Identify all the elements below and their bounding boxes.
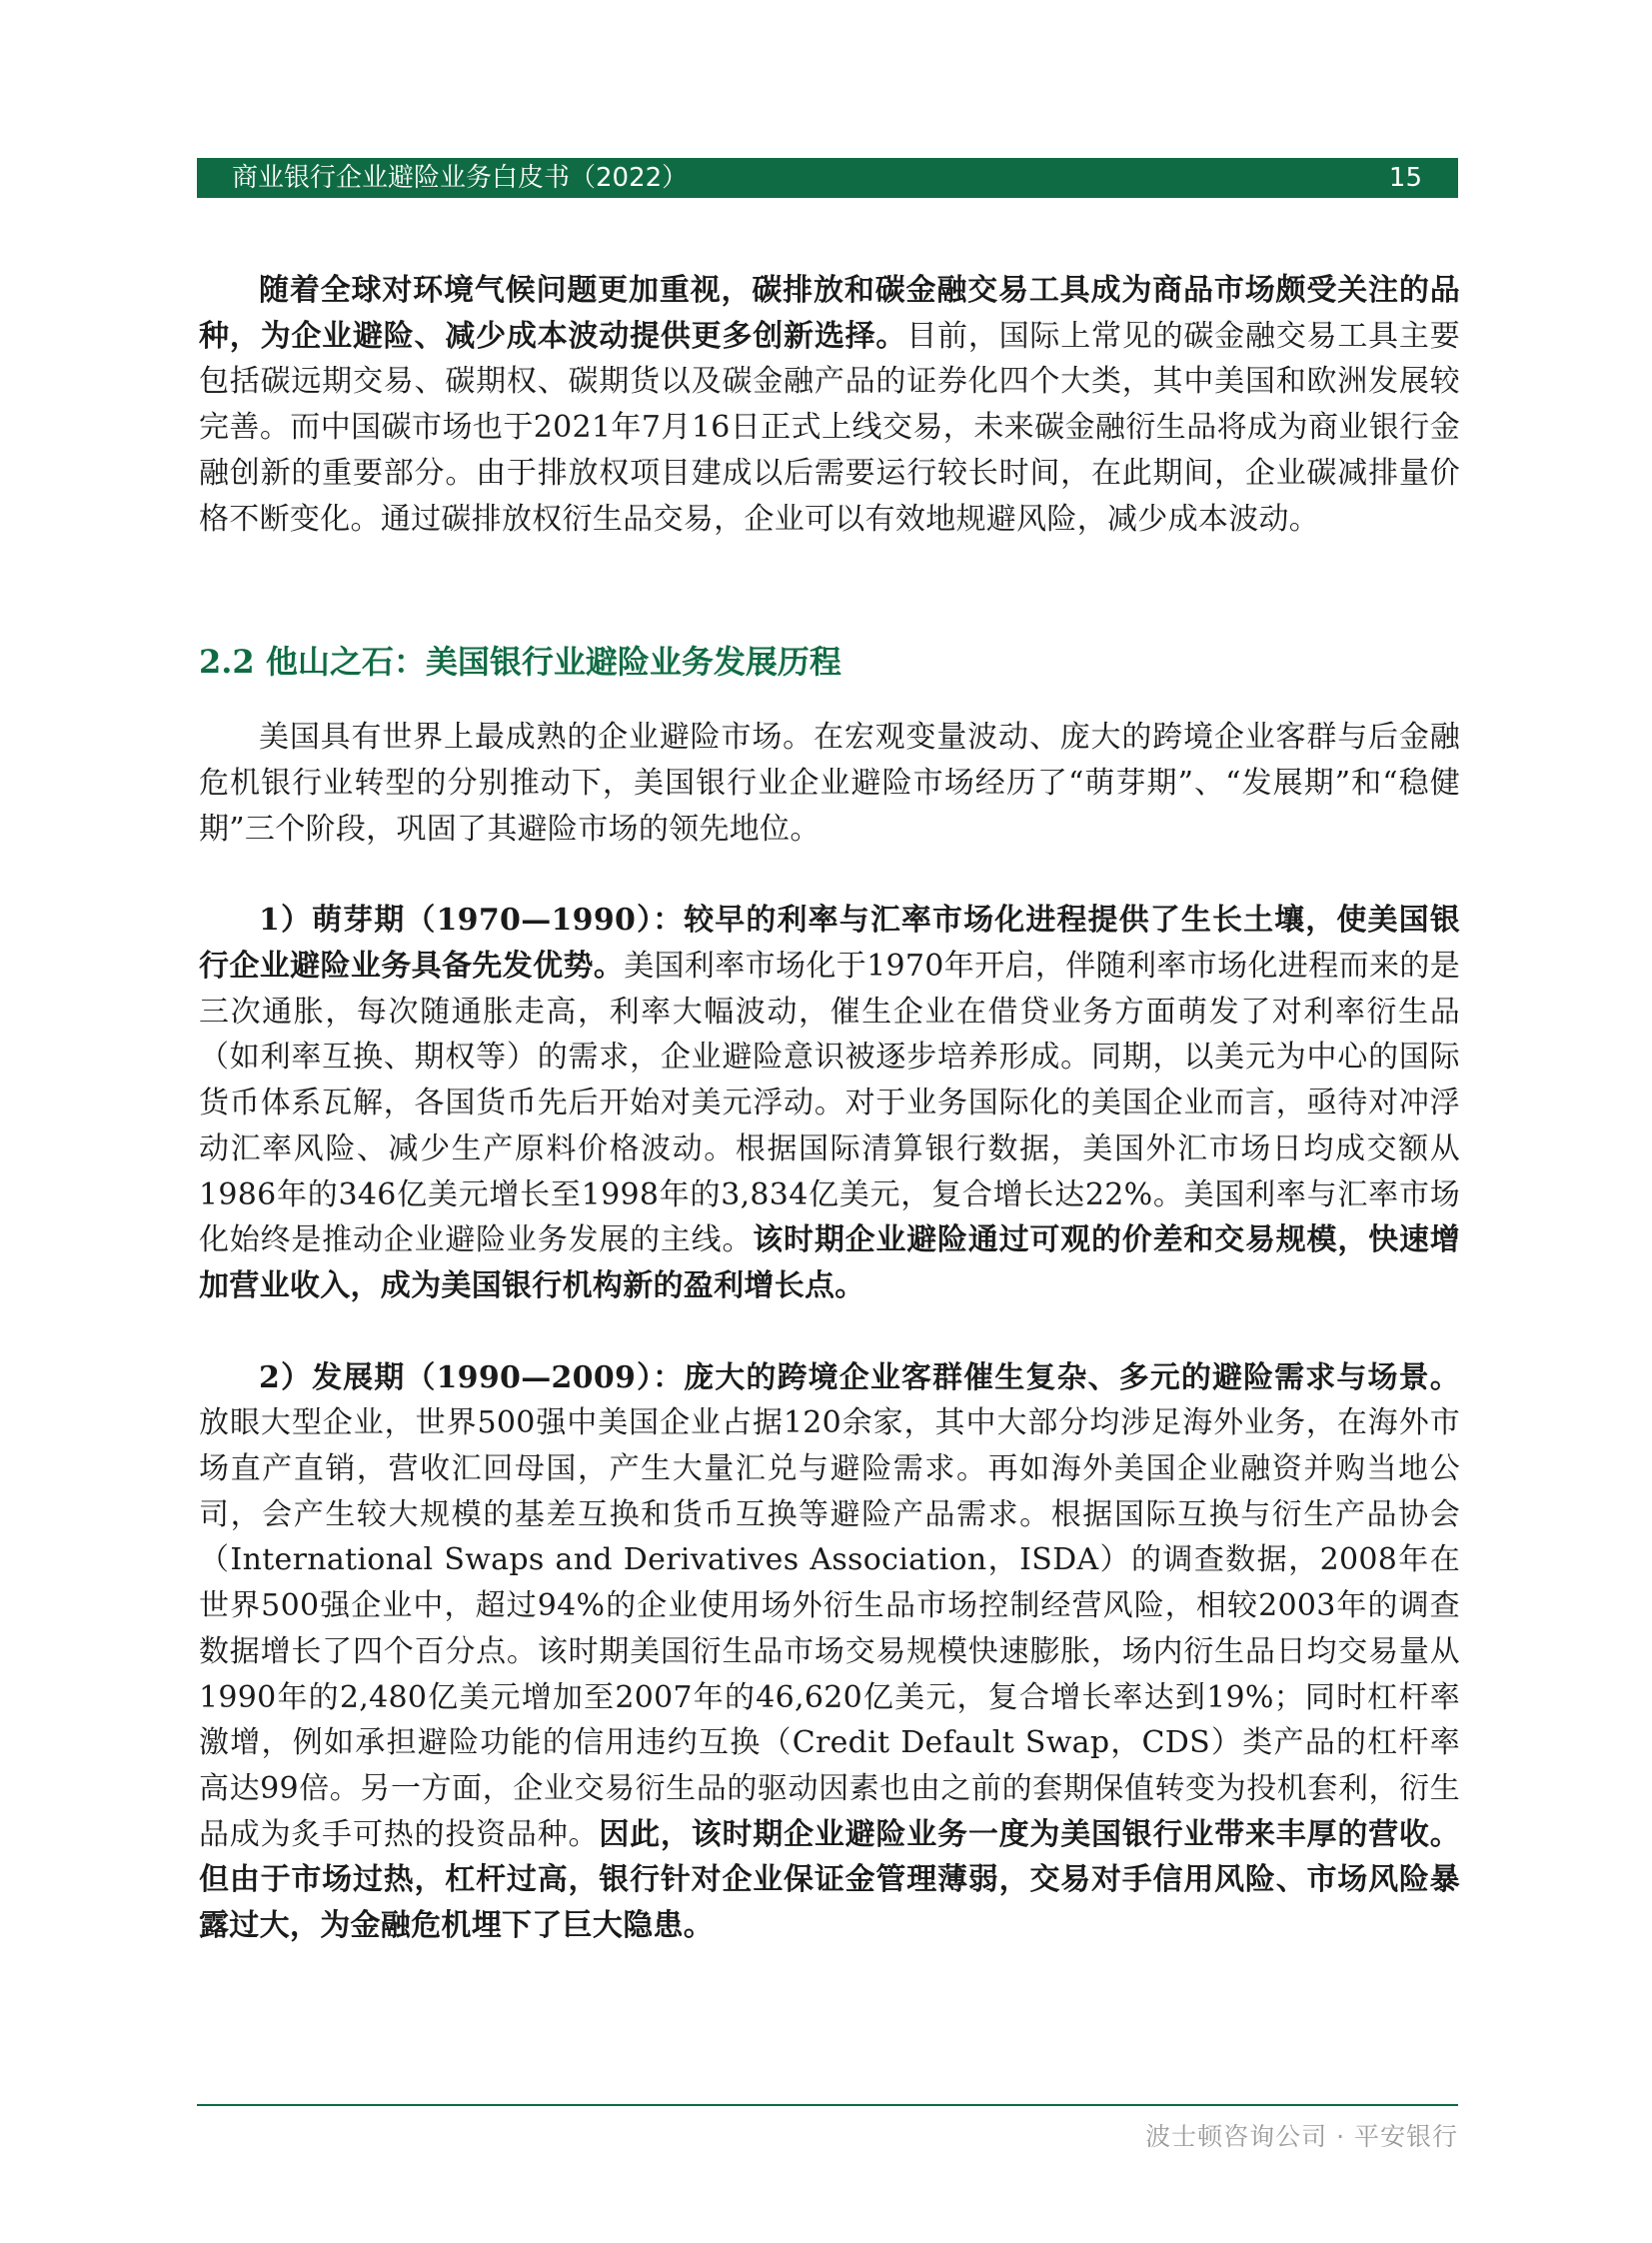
page-content bbox=[199, 268, 1460, 1949]
sprout-stage-conclusion: 该时期企业避险通过可观的价差和交易规模，快速增加营业收入，成为美国银行机构新的盈利增长点。 bbox=[199, 1222, 1460, 1303]
paragraph-us-intro bbox=[199, 715, 1460, 852]
paragraph-carbon-bold: 随着全球对环境气候问题更加重视，碳排放和碳金融交易工具成为商品市场颇受关注的品种，为企业避险、减少成本波动提供更多创新选择。 bbox=[199, 273, 1460, 354]
section-title: 2.2 他山之石：美国银行业避险业务发展历程 bbox=[199, 643, 841, 682]
footer-credit: 波士顿咨询公司 · 平安银行 bbox=[1145, 2122, 1458, 2151]
paragraph-sprout-stage bbox=[199, 898, 1460, 1308]
paragraph-development-stage bbox=[199, 1355, 1460, 1949]
development-stage-conclusion: 因此，该时期企业避险业务一度为美国银行业带来丰厚的营收。但由于市场过热，杠杆过高，银行针对企业保证金管理薄弱，交易对手信用风险、市场风险暴露过大，为金融危机埋下了巨大隐患。 bbox=[199, 1816, 1461, 1944]
development-stage-lead: 2）发展期（1990—2009）：庞大的跨境企业客群催生复杂、多元的避险需求与场景。 bbox=[259, 1359, 1460, 1395]
sprout-stage-lead: 1）萌芽期（1970—1990）：较早的利率与汇率市场化进程提供了生长土壤，使美国银行企业避险业务具备先发优势。 bbox=[199, 903, 1460, 985]
paragraph-us-intro-text: 美国具有世界上最成熟的企业避险市场。在宏观变量波动、庞大的跨境企业客群与后金融危机银行业转型的分别推动下，美国银行业企业避险市场经历了“萌芽期”、“发展期”和“稳健期”三个阶段，巩固了其避险市场的领先地位。 bbox=[199, 720, 1460, 847]
document-title: 商业银行企业避险业务白皮书（2022） bbox=[232, 163, 689, 193]
development-stage-text: 放眼大型企业，世界500强中美国企业占据120余家，其中大部分均涉足海外业务，在海外市场直产直销，营收汇回母国，产生大量汇兑与避险需求。再如海外美国企业融资并购当地公司，会产生较大规模的基差互换和货币互换等避险产品需求。根据国际互换与衍生产品协会（International Swaps and Derivatives Association，ISDA）的调查数据，2008年在世界500强企业中，超过94%的企业使用场外衍生品市场控制经营风险，相较2003年的调查数据增长了四个百分点。该时期美国衍生品市场交易规模快速膨胀，场内衍生品日均交易量从1990年的2,480亿美元增加至2007年的46,620亿美元，复合增长率达到19%；同时杠杆率激增，例如承担避险功能的信用违约互换（Credit Default Swap，CDS）类产品的杠杆率高达99倍。另一方面，企业交易衍生品的驱动因素也由之前的套期保值转变为投机套利，衍生品成为炙手可热的投资品种。 bbox=[199, 1405, 1460, 1852]
header-bar bbox=[197, 158, 1458, 198]
paragraph-carbon bbox=[199, 268, 1460, 542]
sprout-stage-text: 美国利率市场化于1970年开启，伴随利率市场化进程而来的是三次通胀，每次随通胀走高，利率大幅波动，催生企业在借贷业务方面萌发了对利率衍生品（如利率互换、期权等）的需求，企业避险意识被逐步培养形成。同期，以美元为中心的国际货币体系瓦解，各国货币先后开始对美元浮动。对于业务国际化的美国企业而言，亟待对冲浮动汇率风险、减少生产原料价格波动。根据国际清算银行数据，美国外汇市场日均成交额从1986年的346亿美元增长至1998年的3,834亿美元，复合增长达22%。美国利率与汇率市场化始终是推动企业避险业务发展的主线。 bbox=[199, 949, 1460, 1258]
page-number: 15 bbox=[1388, 163, 1422, 193]
paragraph-carbon-text: 目前，国际上常见的碳金融交易工具主要包括碳远期交易、碳期权、碳期货以及碳金融产品的证券化四个大类，其中美国和欧洲发展较完善。而中国碳市场也于2021年7月16日正式上线交易，未来碳金融衍生品将成为商业银行金融创新的重要部分。由于排放权项目建成以后需要运行较长时间，在此期间，企业碳减排量价格不断变化。通过碳排放权衍生品交易，企业可以有效地规避风险，减少成本波动。 bbox=[199, 318, 1461, 537]
footer-divider bbox=[197, 2104, 1458, 2106]
